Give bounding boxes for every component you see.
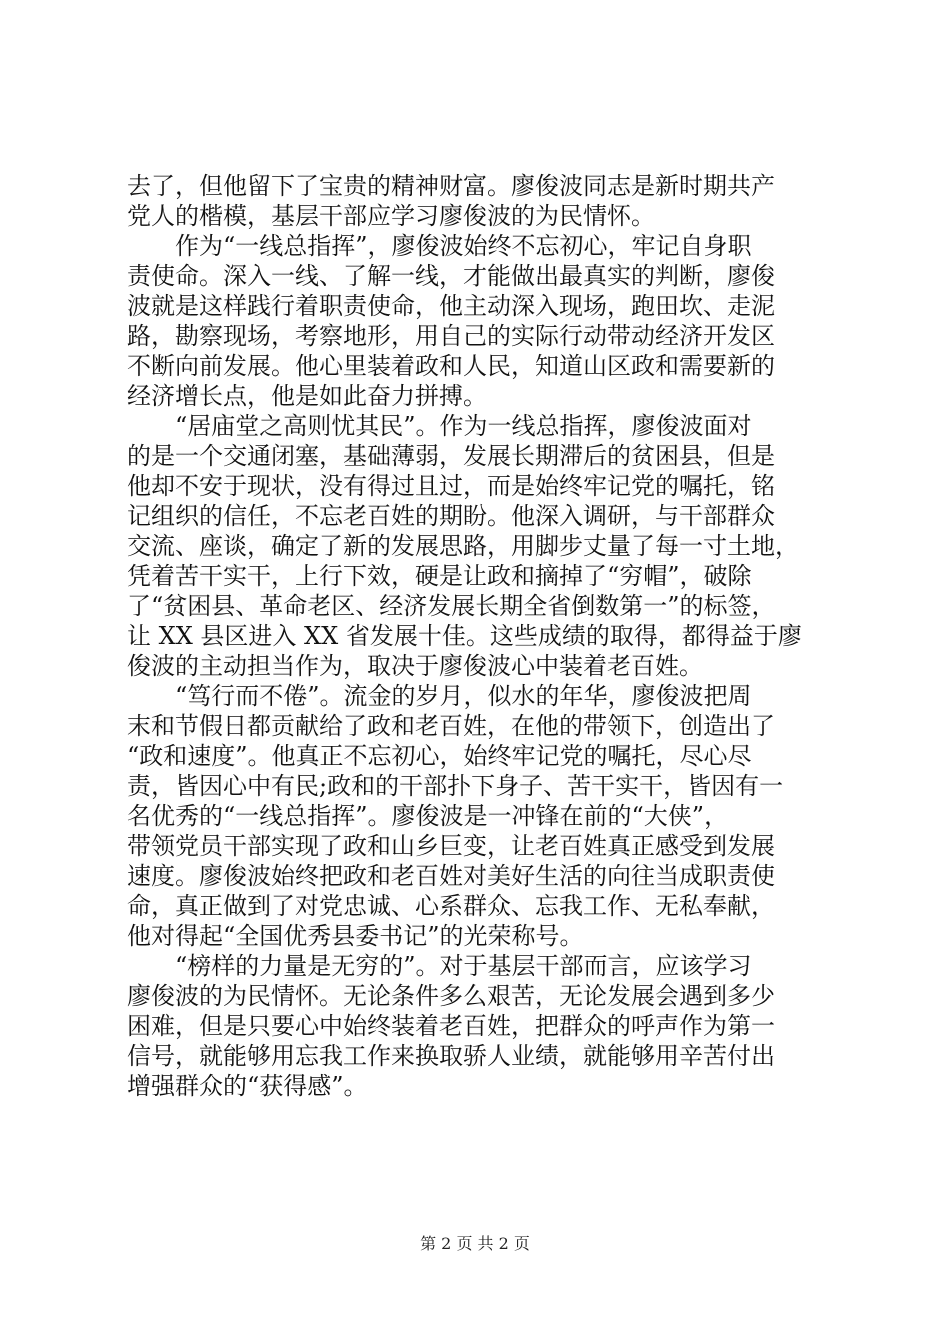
text-line: “政和速度”。他真正不忘初心，始终牢记党的嘱托，尽心尽 — [127, 742, 752, 770]
text-line: 党人的楷模，基层干部应学习廖俊波的为民情怀。 — [127, 202, 655, 230]
text-line: 经济增长点，他是如此奋力拼搏。 — [127, 382, 487, 410]
text-line: 作为“一线总指挥”，廖俊波始终不忘初心，牢记自身职 — [127, 232, 752, 260]
text-line: 责，皆因心中有民;政和的干部扑下身子、苦干实干，皆因有一 — [127, 772, 784, 800]
text-line: 俊波的主动担当作为，取决于廖俊波心中装着老百姓。 — [127, 652, 703, 680]
text-line: 困难，但是只要心中始终装着老百姓，把群众的呼声作为第一 — [127, 1012, 775, 1040]
text-line: 波就是这样践行着职责使命，他主动深入现场，跑田坎、走泥 — [127, 292, 775, 320]
page-footer: 第 2 页 共 2 页 — [420, 1234, 530, 1253]
body-text — [127, 171, 831, 1101]
text-line: 责使命。深入一线、了解一线，才能做出最真实的判断，廖俊 — [127, 262, 775, 290]
text-line: 末和节假日都贡献给了政和老百姓，在他的带领下，创造出了 — [127, 712, 775, 740]
text-line: “居庙堂之高则忧其民”。作为一线总指挥，廖俊波面对 — [127, 412, 752, 440]
text-line: 他对得起“全国优秀县委书记”的光荣称号。 — [127, 922, 584, 950]
text-line: 命，真正做到了对党忠诚、心系群众、忘我工作、无私奉献， — [127, 892, 775, 920]
text-line: 交流、座谈，确定了新的发展思路，用脚步丈量了每一寸土地， — [127, 532, 799, 560]
text-line: 带领党员干部实现了政和山乡巨变，让老百姓真正感受到发展 — [127, 832, 775, 860]
text-line: 凭着苦干实干，上行下效，硬是让政和摘掉了“穷帽”，破除 — [127, 562, 752, 590]
text-line: 他却不安于现状，没有得过且过，而是始终牢记党的嘱托，铭 — [127, 472, 775, 500]
text-line: 名优秀的“一线总指挥”。廖俊波是一冲锋在前的“大侠”， — [127, 802, 729, 830]
text-line: 了“贫困县、革命老区、经济发展长期全省倒数第一”的标签， — [127, 592, 776, 620]
text-line: 记组织的信任，不忘老百姓的期盼。他深入调研，与干部群众 — [127, 502, 775, 530]
text-line: 的是一个交通闭塞，基础薄弱，发展长期滞后的贫困县，但是 — [127, 442, 775, 470]
text-line: “榜样的力量是无穷的”。对于基层干部而言，应该学习 — [127, 952, 752, 980]
text-line: 路，勘察现场，考察地形，用自己的实际行动带动经济开发区 — [127, 322, 775, 350]
text-line: “笃行而不倦”。流金的岁月，似水的年华，廖俊波把周 — [127, 682, 752, 710]
text-line: 增强群众的“获得感”。 — [127, 1072, 368, 1100]
text-line: 廖俊波的为民情怀。无论条件多么艰苦，无论发展会遇到多少 — [127, 982, 775, 1010]
text-line: 去了，但他留下了宝贵的精神财富。廖俊波同志是新时期共产 — [127, 172, 775, 200]
text-line: 不断向前发展。他心里装着政和人民，知道山区政和需要新的 — [127, 352, 775, 380]
text-line: 让 XX 县区进入 XX 省发展十佳。这些成绩的取得，都得益于廖 — [127, 622, 802, 650]
text-line: 信号，就能够用忘我工作来换取骄人业绩，就能够用辛苦付出 — [127, 1042, 775, 1070]
text-line: 速度。廖俊波始终把政和老百姓对美好生活的向往当成职责使 — [127, 862, 775, 890]
